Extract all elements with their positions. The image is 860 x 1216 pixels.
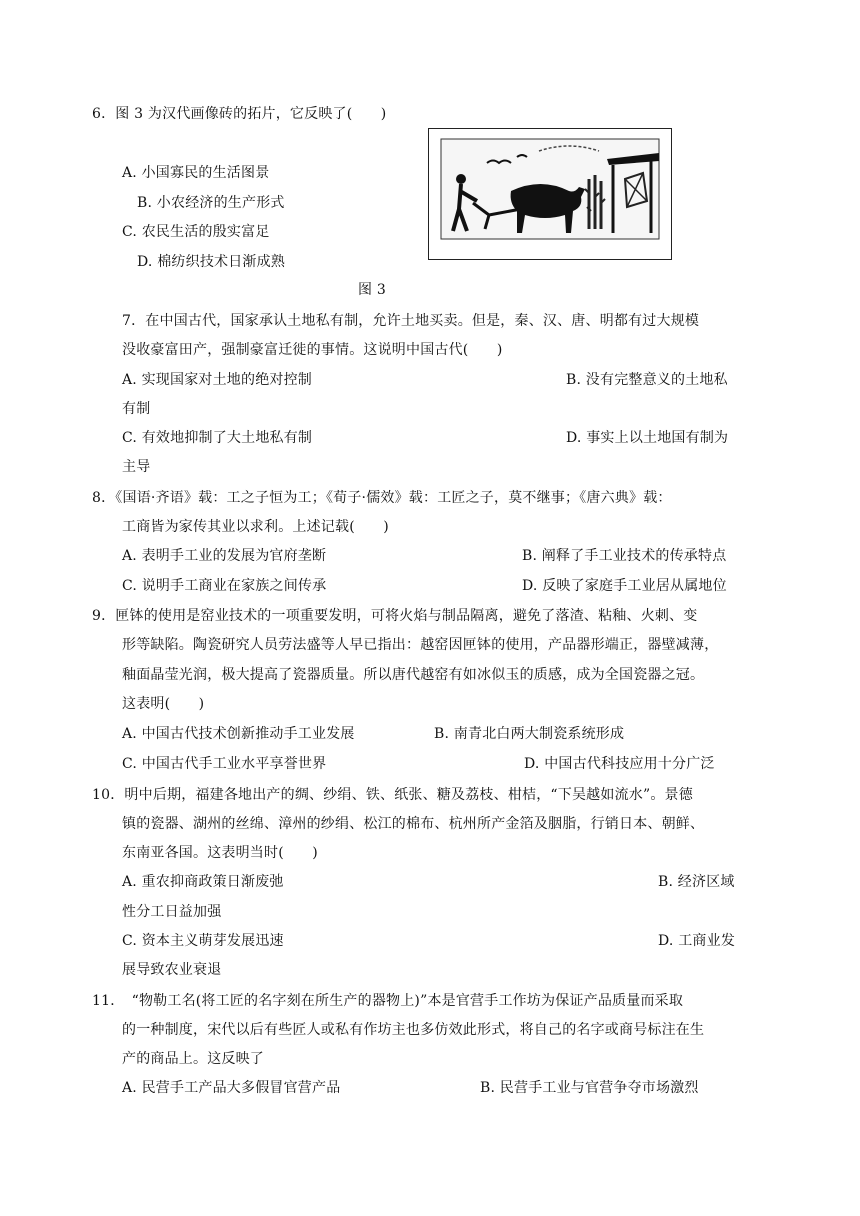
q6-stem: 6．图 3 为汉代画像砖的拓片，它反映了( ) (92, 106, 387, 122)
q9-stem-line-3: 釉面晶莹光润，极大提高了瓷器质量。所以唐代越窑有如冰似玉的质感，成为全国瓷器之冠。 (122, 667, 705, 683)
q9-option-b: B. 南青北白两大制瓷系统形成 (434, 726, 625, 742)
q9-stem-line-1: 9．匣钵的使用是窑业技术的一项重要发明，可将火焰与制品隔离，避免了落渣、粘釉、火刺、变 (92, 608, 698, 624)
q6-option-c: C. 农民生活的殷实富足 (122, 224, 270, 240)
q10-stem-line-2: 镇的瓷器、湖州的丝绵、漳州的纱绢、松江的棉布、杭州所产金箔及胭脂，行销日本、朝鲜、 (122, 816, 705, 832)
q7-stem-line-2: 没收豪富田产，强制豪富迁徙的事情。这说明中国古代( ) (122, 342, 503, 358)
q10-option-d: D. 工商业发 (658, 933, 736, 949)
q8-option-a: A. 表明手工业的发展为官府垄断 (122, 548, 327, 564)
q10-option-a: A. 重农抑商政策日渐废弛 (122, 874, 284, 890)
q6-option-d: D. 棉纺织技术日渐成熟 (137, 254, 286, 270)
q7-option-c: C. 有效地抑制了大土地私有制 (122, 430, 313, 446)
q9-option-c: C. 中国古代手工业水平享誉世界 (122, 756, 327, 772)
q9-stem-line-2: 形等缺陷。陶瓷研究人员劳法盛等人早已指出：越窑因匣钵的使用，产品器形端正，器壁减薄， (122, 637, 719, 653)
q10-option-b: B. 经济区域 (658, 874, 735, 890)
q10-option-b-wrap: 性分工日益加强 (122, 904, 222, 920)
q6-option-b: B. 小农经济的生产形式 (137, 195, 285, 211)
han-brick-rubbing-figure (428, 128, 672, 260)
q9-option-d: D. 中国古代科技应用十分广泛 (524, 756, 715, 772)
q7-option-d: D. 事实上以土地国有制为 (566, 430, 729, 446)
q8-stem-line-1: 8．《国语·齐语》载：工之子恒为工；《荀子·儒效》载：工匠之子，莫不继事；《唐六典》载： (92, 490, 672, 506)
q7-option-a: A. 实现国家对土地的绝对控制 (122, 372, 313, 388)
q8-option-c: C. 说明手工商业在家族之间传承 (122, 578, 327, 594)
q6-figure-caption: 图 3 (358, 282, 386, 298)
q10-stem-line-3: 东南亚各国。这表明当时( ) (122, 845, 318, 861)
q11-stem-line-3: 产的商品上。这反映了 (122, 1051, 264, 1067)
q7-stem-line-1: 7．在中国古代，国家承认土地私有制，允许土地买卖。但是，秦、汉、唐、明都有过大规模 (122, 313, 700, 329)
q8-stem-line-2: 工商皆为家传其业以求利。上述记载( ) (122, 519, 389, 535)
q11-option-a: A. 民营手工产品大多假冒官营产品 (122, 1080, 341, 1096)
q8-option-b: B. 阐释了手工业技术的传承特点 (522, 548, 727, 564)
q7-option-b-wrap: 有制 (122, 401, 151, 417)
q10-option-c: C. 资本主义萌芽发展迅速 (122, 933, 284, 949)
q6-option-a: A. 小国寡民的生活图景 (122, 165, 270, 181)
q9-stem-line-4: 这表明( ) (122, 696, 205, 712)
q11-stem-line-2: 的一种制度，宋代以后有些匠人或私有作坊主也多仿效此形式，将自己的名字或商号标注在生 (122, 1022, 705, 1038)
q10-stem-line-1: 10．明中后期，福建各地出产的绸、纱绢、铁、纸张、糖及荔枝、柑桔，“下吴越如流水”。景德 (92, 787, 693, 803)
q11-option-b: B. 民营手工业与官营争夺市场激烈 (480, 1080, 699, 1096)
q7-option-d-wrap: 主导 (122, 459, 151, 475)
q10-option-d-wrap: 展导致农业衰退 (122, 962, 222, 978)
q9-option-a: A. 中国古代技术创新推动手工业发展 (122, 726, 355, 742)
q7-option-b: B. 没有完整意义的土地私 (566, 372, 728, 388)
ox-plowing-image (429, 129, 671, 259)
q8-option-d: D. 反映了家庭手工业居从属地位 (522, 578, 727, 594)
q11-stem-line-1: 11． “物勒工名(将工匠的名字刻在所生产的器物上)”本是官营手工作坊为保证产品质量而采取 (92, 993, 684, 1009)
